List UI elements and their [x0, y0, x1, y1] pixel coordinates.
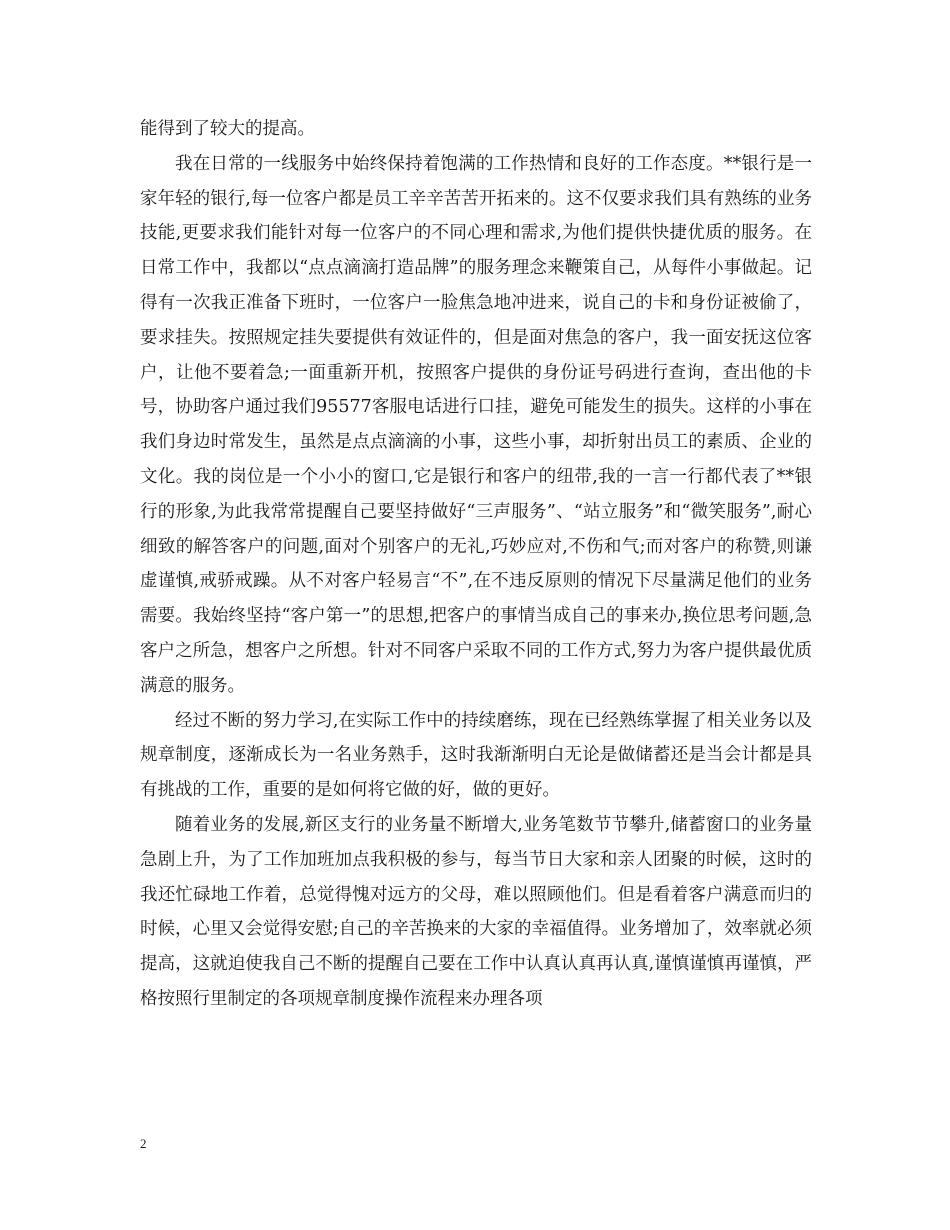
page-number: 2 — [140, 1136, 147, 1151]
paragraph-continuation: 能得到了较大的提高。 — [140, 119, 315, 139]
paragraph-workload: 随着业务的发展,新区支行的业务量不断增大,业务笔数节节攀升,储蓄窗口的业务量急剧上升，为了工作加班加点我积极的参与，每当节日大家和亲人团聚的时候，这时的我还忙碌地工作着，总觉得愧对远方的父母，难以照顾他们。但是看着客户满意而归的时候，心里又会觉得安慰;自己的辛苦换来的大家的幸福值得。业务增加了，效率就必须提高，这就迫使我自己不断的提醒自己要在工作中认真认真再认真,谨慎谨慎再谨慎，严格按照行里制定的各项规章制度操作流程来办理各项 — [140, 814, 812, 1009]
document-body — [140, 112, 812, 1017]
paragraph-skill-growth: 经过不断的努力学习,在实际工作中的持续磨练，现在已经熟练掌握了相关业务以及规章制度，逐渐成长为一名业务熟手，这时我渐渐明白无论是做储蓄还是当会计都是具有挑战的工作，重要的是如何将它做的好，做的更好。 — [140, 710, 812, 801]
paragraph-service-attitude: 我在日常的一线服务中始终保持着饱满的工作热情和良好的工作态度。**银行是一家年轻的银行,每一位客户都是员工辛辛苦苦开拓来的。这不仅要求我们具有熟练的业务技能,更要求我们能针对每一位客户的不同心理和需求,为他们提供快捷优质的服务。在日常工作中，我都以“点点滴滴打造品牌”的服务理念来鞭策自己，从每件小事做起。记得有一次我正准备下班时，一位客户一脸焦急地冲进来，说自己的卡和身份证被偷了，要求挂失。按照规定挂失要提供有效证件的，但是面对焦急的客户，我一面安抚这位客户，让他不要着急;一面重新开机，按照客户提供的身份证号码进行查询，查出他的卡号，协助客户通过我们95577客服电话进行口挂，避免可能发生的损失。这样的小事在我们身边时常发生，虽然是点点滴滴的小事，这些小事，却折射出员工的素质、企业的文化。我的岗位是一个小小的窗口,它是银行和客户的纽带,我的一言一行都代表了**银行的形象,为此我常常提醒自己要坚持做好“三声服务”、“站立服务”和“微笑服务”,耐心细致的解答客户的问题,面对个别客户的无礼,巧妙应对,不伤和气;而对客户的称赞,则谦虚谨慎,戒骄戒躁。从不对客户轻易言“不”,在不违反原则的情况下尽量满足他们的业务需要。我始终坚持“客户第一”的思想,把客户的事情当成自己的事来办,换位思考问题,急客户之所急，想客户之所想。针对不同客户采取不同的工作方式,努力为客户提供最优质满意的服务。 — [140, 153, 812, 696]
